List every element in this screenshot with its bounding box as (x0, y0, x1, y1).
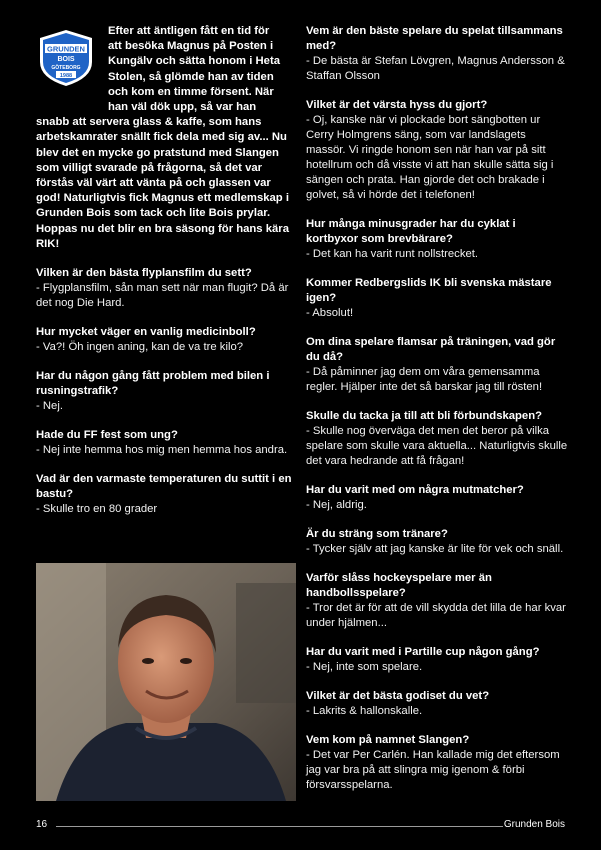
answer: - De bästa är Stefan Lövgren, Magnus Andersson & Staffan Olsson (306, 55, 565, 82)
qa-item (306, 733, 568, 793)
question: Hur många minusgrader har du cyklat i kortbyxor som brevbärare? (306, 218, 516, 245)
qa-item (306, 276, 568, 321)
question: Vilken är den bästa flyplansfilm du sett? (36, 267, 252, 280)
logo-bottom-text: GÖTEBORG (51, 65, 81, 71)
answer: - Skulle nog överväga det men det beror på vilka spelare som skulle vara aktuella... Naturligtvis skulle det vara hedrande att få frågan! (306, 425, 568, 467)
answer: - Oj, kanske när vi plockade bort sängbotten ur Cerry Holmgrens säng, som var landslagets massör. Vi ringde honom sen när han var på sitt hotellrum och då visste vi att han skulle sätta sig i sängen och prata. Han gjorde det och brakade i golvet, så vi hörde det i telefonen! (306, 114, 554, 201)
answer: - Flygplansfilm, sån man sett när man flugit? Då är det nog Die Hard. (36, 282, 289, 310)
intro-line: att besöka Magnus på Posten i (108, 40, 274, 53)
qa-item (36, 266, 298, 311)
qa-item (306, 335, 568, 395)
logo-mid-text: BOIS (57, 56, 75, 63)
question: Vilket är det värsta hyss du gjort? (306, 99, 488, 111)
question: Vilket är det bästa godiset du vet? (306, 690, 490, 702)
left-column (36, 24, 298, 531)
intro-line: Stolen, så glömde han av tiden (108, 70, 274, 83)
qa-item (36, 472, 298, 517)
right-column (306, 24, 568, 807)
portrait-image (36, 563, 296, 801)
qa-item (306, 24, 568, 84)
logo-top-text: GRUNDEN (47, 44, 85, 54)
intro-line: han väl dök upp, så var han (108, 101, 257, 114)
question: Vem kom på namnet Slangen? (306, 734, 470, 746)
intro-line: Efter att äntligen fått en tid för (108, 25, 270, 37)
portrait-photo (36, 563, 296, 801)
answer: - Det kan ha varit runt nollstrecket. (306, 248, 479, 260)
qa-item (36, 369, 298, 414)
left-qa-list (36, 266, 298, 517)
answer: - Lakrits & hallonskalle. (306, 705, 423, 717)
answer: - Skulle tro en 80 grader (36, 503, 158, 516)
question: Om dina spelare flamsar på träningen, vad gör du då? (306, 336, 556, 363)
qa-item (306, 409, 568, 469)
answer: - Tror det är för att de vill skydda det lilla de har kvar under hjälmen... (306, 602, 566, 629)
answer: - Tycker själv att jag kanske är lite för vek och snäll. (306, 543, 564, 555)
question: Kommer Redbergslids IK bli svenska mästare igen? (306, 277, 552, 304)
qa-item (36, 325, 298, 355)
question: Är du sträng som tränare? (306, 528, 448, 540)
question: Skulle du tacka ja till att bli förbundskapen? (306, 410, 543, 422)
logo-year: 1988 (59, 73, 73, 79)
qa-item (306, 645, 568, 675)
question: Har du varit med om några mutmatcher? (306, 484, 524, 496)
answer: - Det var Per Carlén. Han kallade mig det eftersom jag var bra på att slingra mig igenom & förbi försvarsspelarna. (306, 749, 560, 791)
intro-line: och kom en timme försent. När (108, 85, 274, 98)
answer: - Då påminner jag dem om våra gemensamma regler. Hjälper inte det så barskar jag till rösten! (306, 366, 543, 393)
qa-item (306, 98, 568, 203)
question: Varför slåss hockeyspelare mer än handbollsspelare? (306, 572, 492, 599)
question: Hade du FF fest som ung? (36, 429, 178, 442)
qa-item (306, 217, 568, 262)
answer: - Nej inte hemma hos mig men hemma hos andra. (36, 444, 288, 457)
qa-item (306, 689, 568, 719)
question: Har du någon gång fått problem med bilen i rusningstrafik? (36, 370, 270, 398)
question: Vem är den bäste spelare du spelat tillsammans med? (306, 25, 563, 52)
page-number: 16 (36, 819, 48, 830)
intro-rest: snabb att servera glass & kaffe, som hans arbetskamrater snällt fick dela med sig av... Nu blev det en mycke go pratstund med Slangen som villigt svarade på frågorna, så det var förstås väl värt att vänta på och glassen var god! Naturligtvis fick Magnus ett medlemskap i Grunden Bois som tack och lite Bois prylar. Hoppas nu det blir en bra säsong för hans kära RIK! (36, 116, 289, 250)
answer: - Nej. (36, 400, 63, 413)
question: Vad är den varmaste temperaturen du suttit i en bastu? (36, 473, 292, 501)
answer: - Absolut! (306, 307, 354, 319)
answer: - Nej, inte som spelare. (306, 661, 423, 673)
intro-section (36, 24, 298, 252)
qa-item (36, 428, 298, 458)
question: Har du varit med i Partille cup någon gång? (306, 646, 540, 658)
footer-divider (56, 826, 503, 827)
publication-name: Grunden Bois (503, 819, 565, 830)
grunden-bois-logo (36, 28, 96, 88)
answer: - Va?! Öh ingen aning, kan de va tre kilo? (36, 341, 244, 354)
qa-item (306, 527, 568, 557)
answer: - Nej, aldrig. (306, 499, 367, 511)
intro-line: Kungälv och sätta honom i Heta (108, 55, 280, 68)
qa-item (306, 571, 568, 631)
question: Hur mycket väger en vanlig medicinboll? (36, 326, 256, 339)
qa-item (306, 483, 568, 513)
